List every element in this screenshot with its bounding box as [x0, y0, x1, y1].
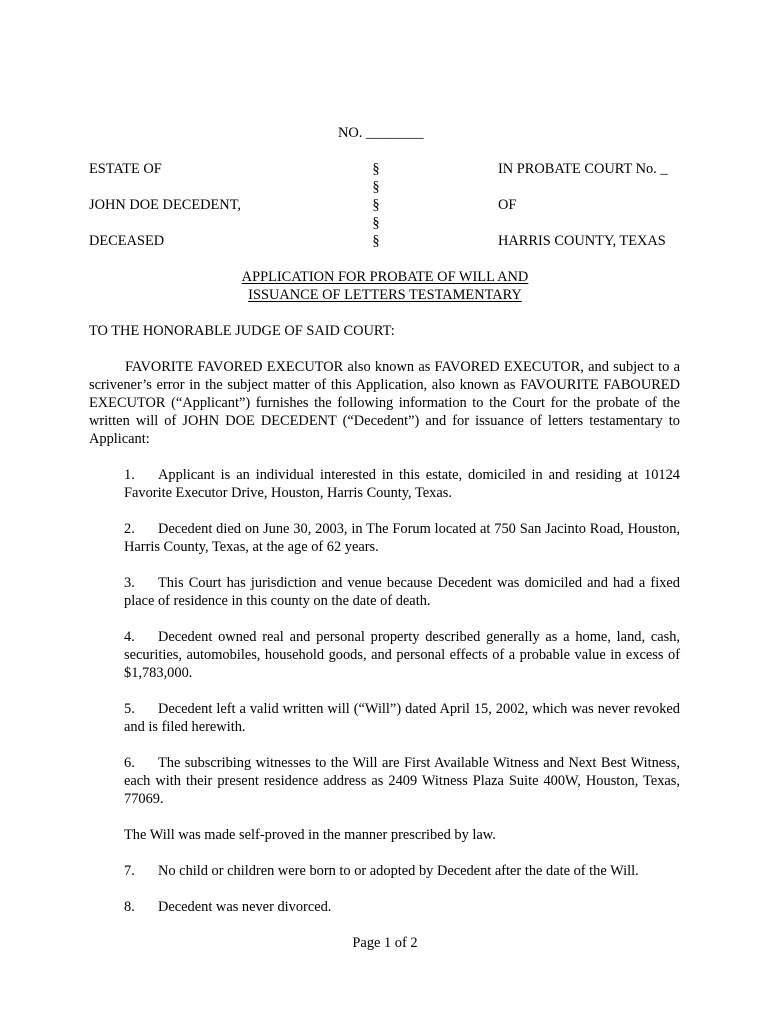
caption-section-symbol: §	[372, 215, 380, 231]
caption-section-symbol: §	[372, 233, 380, 249]
cause-number-blank: ________	[366, 125, 424, 141]
paragraph-text: No child or children were born to or adopted by Decedent after the date of the Will.	[158, 863, 639, 879]
cause-number-label: NO.	[338, 125, 363, 141]
caption-county: HARRIS COUNTY, TEXAS	[498, 233, 666, 249]
caption-deceased: DECEASED	[89, 233, 165, 249]
paragraph-text: Decedent was never divorced.	[158, 899, 332, 915]
paragraph-number: 1.	[124, 467, 135, 483]
caption-section-symbol: §	[372, 161, 380, 177]
cause-number	[338, 124, 424, 142]
caption-estate-of: ESTATE OF	[89, 161, 162, 177]
paragraph-text: Decedent left a valid written will (“Will”) dated April 15, 2002, which was never revoked and is filed herewith.	[124, 701, 680, 735]
numbered-paragraph	[124, 520, 680, 556]
page-number-footer: Page 1 of 2	[352, 935, 418, 951]
document-title-line-2: ISSUANCE OF LETTERS TESTAMENTARY	[248, 287, 522, 303]
paragraph-number: 4.	[124, 629, 135, 645]
intro-paragraph: FAVORITE FAVORED EXECUTOR also known as FAVORED EXECUTOR, and subject to a scrivener’s error in the subject matter of this Application, also known as FAVOURITE FABOURED EXECUTOR (“Applicant”) furnishes the following information to the Court for the probate of the written will of JOHN DOE DECEDENT (“Decedent”) and for issuance of letters testamentary to Applicant:	[89, 359, 680, 447]
caption-section-symbol: §	[372, 197, 380, 213]
numbered-paragraph	[124, 862, 680, 880]
paragraph-number: 3.	[124, 575, 135, 591]
numbered-paragraph	[124, 700, 680, 736]
caption-court: IN PROBATE COURT No. _	[498, 161, 668, 177]
numbered-paragraph	[124, 754, 680, 808]
document-title-line-1: APPLICATION FOR PROBATE OF WILL AND	[241, 269, 529, 285]
paragraph-text: Decedent owned real and personal property described generally as a home, land, cash, securities, automobiles, household goods, and personal effects of a probable value in excess of $1,783,000.	[124, 629, 680, 681]
paragraph-number: 6.	[124, 755, 135, 771]
paragraph-number: 5.	[124, 701, 135, 717]
caption-section-symbol: §	[372, 179, 380, 195]
paragraph-number: 7.	[124, 863, 135, 879]
caption-decedent-name: JOHN DOE DECEDENT,	[89, 197, 242, 213]
salutation: TO THE HONORABLE JUDGE OF SAID COURT:	[89, 323, 395, 339]
numbered-paragraph	[124, 574, 680, 610]
paragraph-text: Applicant is an individual interested in this estate, domiciled in and residing at 10124 Favorite Executor Drive, Houston, Harris County, Texas.	[124, 467, 680, 501]
paragraph-text: The subscribing witnesses to the Will are First Available Witness and Next Best Witness, each with their present residence address as 2409 Witness Plaza Suite 400W, Houston, Texas, 77069.	[124, 755, 680, 807]
caption-of: OF	[498, 197, 517, 213]
paragraph-text: This Court has jurisdiction and venue because Decedent was domiciled and had a fixed place of residence in this county on the date of death.	[124, 575, 680, 609]
numbered-paragraph	[124, 898, 680, 916]
paragraph-number: 2.	[124, 521, 135, 537]
numbered-paragraph	[124, 628, 680, 682]
paragraph-number: 8.	[124, 899, 135, 915]
self-proved-statement: The Will was made self-proved in the manner prescribed by law.	[124, 827, 496, 843]
paragraph-text: Decedent died on June 30, 2003, in The Forum located at 750 San Jacinto Road, Houston, Harris County, Texas, at the age of 62 years.	[124, 521, 680, 555]
numbered-paragraph	[124, 466, 680, 502]
